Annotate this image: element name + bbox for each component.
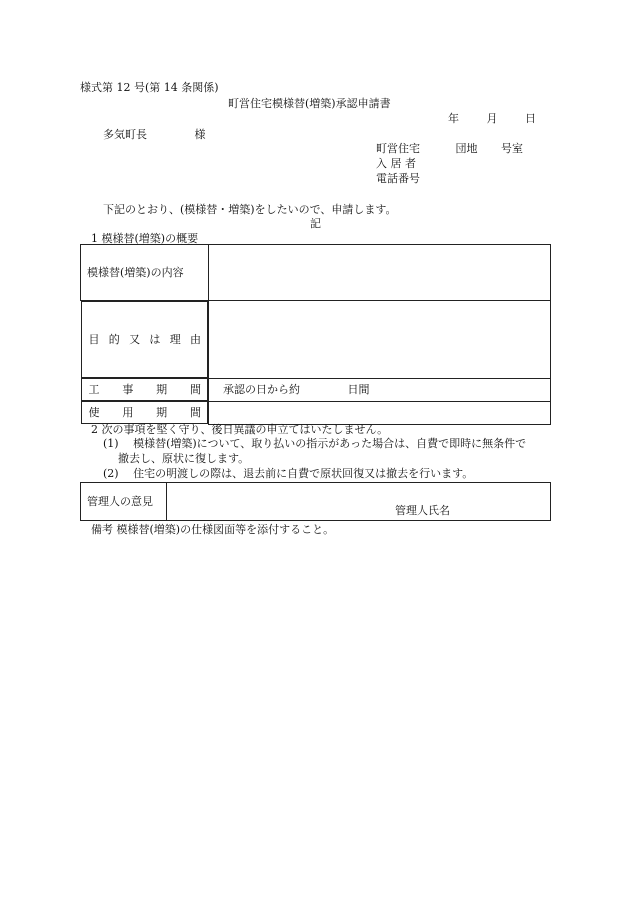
intro-text: 下記のとおり、(模様替・増築)をしたいので、申請します。 (103, 203, 397, 216)
manager-row (81, 483, 551, 521)
remarks: 備考 模様替(増築)の仕様図面等を添付すること。 (91, 523, 335, 536)
form-number: 様式第 12 号(第 14 条関係) (80, 81, 219, 94)
addressee-honorific: 様 (194, 128, 206, 141)
overview-table (80, 244, 551, 425)
period-value: 承認の日から約 (223, 383, 300, 396)
content-row (81, 245, 551, 301)
date-line (448, 113, 536, 124)
use-period-label: 使 用 期 間 (81, 401, 209, 424)
housing-line (376, 143, 523, 154)
danchi-label: 団地 (455, 142, 478, 155)
period-label: 工 事 期 間 (81, 378, 209, 401)
manager-table (80, 482, 551, 521)
content-label: 模様替(増築)の内容 (81, 245, 209, 301)
room-label: 号室 (501, 142, 523, 155)
housing-label: 町営住宅 (376, 142, 420, 155)
period-unit: 日間 (347, 383, 370, 396)
section2-item2 (103, 468, 473, 479)
purpose-row (81, 301, 551, 379)
content-value-cell[interactable] (209, 245, 551, 301)
section2-item1-line1 (103, 438, 526, 449)
section1-heading: 1 模様替(増築)の概要 (91, 232, 199, 245)
month-label: 月 (486, 112, 498, 125)
item1-text: 模様替(増築)について、取り払いの指示があった場合は、自費で即時に無条件で (133, 437, 527, 450)
period-row (81, 378, 551, 401)
addressee-name: 多気町長 (103, 128, 147, 141)
manager-name-label: 管理人氏名 (395, 504, 450, 517)
manager-opinion-label: 管理人の意見 (81, 483, 167, 521)
day-label: 日 (525, 112, 536, 125)
period-value-cell[interactable] (209, 378, 551, 401)
year-label: 年 (448, 112, 459, 125)
use-period-value-cell[interactable] (209, 401, 551, 424)
manager-opinion-cell[interactable] (167, 483, 551, 521)
item2-number: (2) (103, 467, 119, 480)
document-title: 町営住宅模様替(増築)承認申請書 (228, 97, 391, 110)
resident-label: 入 居 者 (376, 157, 416, 170)
section2-heading: 2 次の事項を堅く守り、後日異議の申立てはいたしません。 (91, 423, 389, 436)
ki-heading: 記 (310, 217, 321, 230)
purpose-value-cell[interactable] (209, 301, 551, 379)
purpose-label: 目 的 又 は 理 由 (81, 301, 209, 378)
phone-label: 電話番号 (376, 172, 420, 185)
addressee (103, 129, 206, 140)
item1-number: (1) (103, 437, 119, 450)
use-period-row (81, 401, 551, 424)
section2-item1-line2: 撤去し、原状に復します。 (118, 452, 250, 465)
item2-text: 住宅の明渡しの際は、退去前に自費で原状回復又は撤去を行います。 (133, 467, 474, 480)
